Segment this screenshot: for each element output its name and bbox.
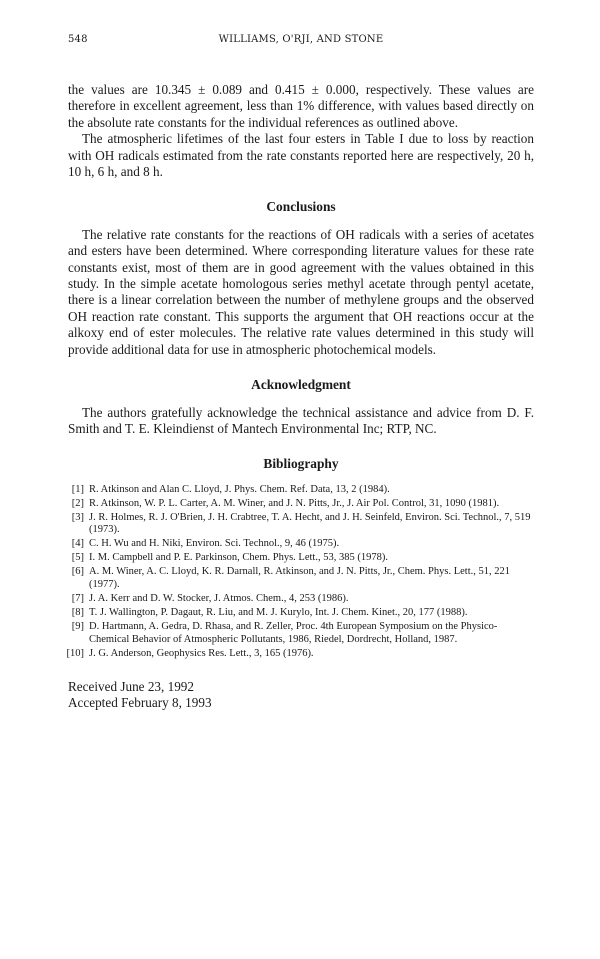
reference-number: [10] [66,647,84,659]
reference-item [68,484,534,497]
reference-number: [2] [71,497,84,509]
page-number: 548 [68,34,88,45]
reference-item [68,593,534,606]
bibliography-heading: Bibliography [263,456,339,472]
reference-text: J. R. Holmes, R. J. O'Brien, J. H. Crabtree, T. A. Hecht, and J. H. Seinfeld, Environ. Sci. Technol., 7, 519 (1973). [89,511,531,536]
bibliography-list [68,484,534,661]
reference-number: [6] [71,566,84,578]
received-date: Received June 23, 1992 [68,678,194,694]
reference-item [68,566,534,592]
reference-item [68,648,534,661]
reference-number: [5] [71,552,84,564]
reference-number: [4] [71,538,84,550]
reference-item [68,607,534,620]
reference-text: R. Atkinson, W. P. L. Carter, A. M. Winer, and J. N. Pitts, Jr., J. Air Pol. Control, 31, 1090 (1981). [89,497,500,509]
reference-text: J. A. Kerr and D. W. Stocker, J. Atmos. Chem., 4, 253 (1986). [89,593,349,605]
reference-text: C. H. Wu and H. Niki, Environ. Sci. Technol., 9, 46 (1975). [89,538,340,550]
reference-text: J. G. Anderson, Geophysics Res. Lett., 3, 165 (1976). [89,647,314,659]
reference-item [68,498,534,511]
reference-text: D. Hartmann, A. Gedra, D. Rhasa, and R. Zeller, Proc. 4th European Symposium on the Physico-Chemical Behavior of Atmospheric Pollutants, 1986, Riedel, Dordrecht, Holland, 1987. [89,621,498,645]
reference-text: A. M. Winer, A. C. Lloyd, K. R. Darnall, R. Atkinson, and J. N. Pitts, Jr., Chem. Phys. Lett., 51, 221 (1977). [89,566,511,591]
conclusions-heading: Conclusions [266,199,336,215]
reference-number: [7] [71,593,84,605]
running-head: WILLIAMS, O'RJI, AND STONE [218,34,384,45]
conclusions-text: The relative rate constants for the reactions of OH radicals with a series of acetates and esters have been determined. Where corresponding literature values for these rate constants exist, most of them are in good agreement with the values obtained in this study. In the simple acetate homologous series methyl acetate through pentyl acetate, there is a linear correlation between the number of methylene groups and the observed OH reaction rate constant. This supports the argument that OH reactions occur at the alkoxy end of ester molecules. The relative rate values determined in this study will provide additional data for use in atmospheric photochemical models. [68,226,534,357]
reference-item [68,538,534,551]
reference-text: T. J. Wallington, P. Dagaut, R. Liu, and M. J. Kurylo, Int. J. Chem. Kinet., 20, 177 (1988). [89,607,468,619]
paragraph-continued: the values are 10.345 ± 0.089 and 0.415 ± 0.000, respectively. These values are therefore in excellent agreement, less than 1% difference, with values based directly on the absolute rate constants for the individual references as outlined above. [68,82,534,130]
page-header [68,34,534,50]
reference-number: [1] [71,483,84,495]
reference-text: R. Atkinson and Alan C. Lloyd, J. Phys. Chem. Ref. Data, 13, 2 (1984). [89,483,390,495]
acknowledgment-text: The authors gratefully acknowledge the technical assistance and advice from D. F. Smith and T. E. Kleindienst of Mantech Environmental Inc; RTP, NC. [68,404,534,436]
article-body [68,82,534,712]
manuscript-dates [68,679,534,712]
reference-number: [8] [71,607,84,619]
reference-item [68,512,534,538]
reference-number: [3] [71,511,84,523]
paragraph-lifetimes: The atmospheric lifetimes of the last four esters in Table I due to loss by reaction with OH radicals estimated from the rate constants reported here are respectively, 20 h, 10 h, 6 h, and 8 h. [68,131,534,180]
reference-number: [9] [71,621,84,633]
acknowledgment-heading: Acknowledgment [251,377,351,393]
reference-text: I. M. Campbell and P. E. Parkinson, Chem. Phys. Lett., 53, 385 (1978). [89,552,388,564]
reference-item [68,621,534,647]
reference-item [68,552,534,565]
accepted-date: Accepted February 8, 1993 [68,695,212,711]
